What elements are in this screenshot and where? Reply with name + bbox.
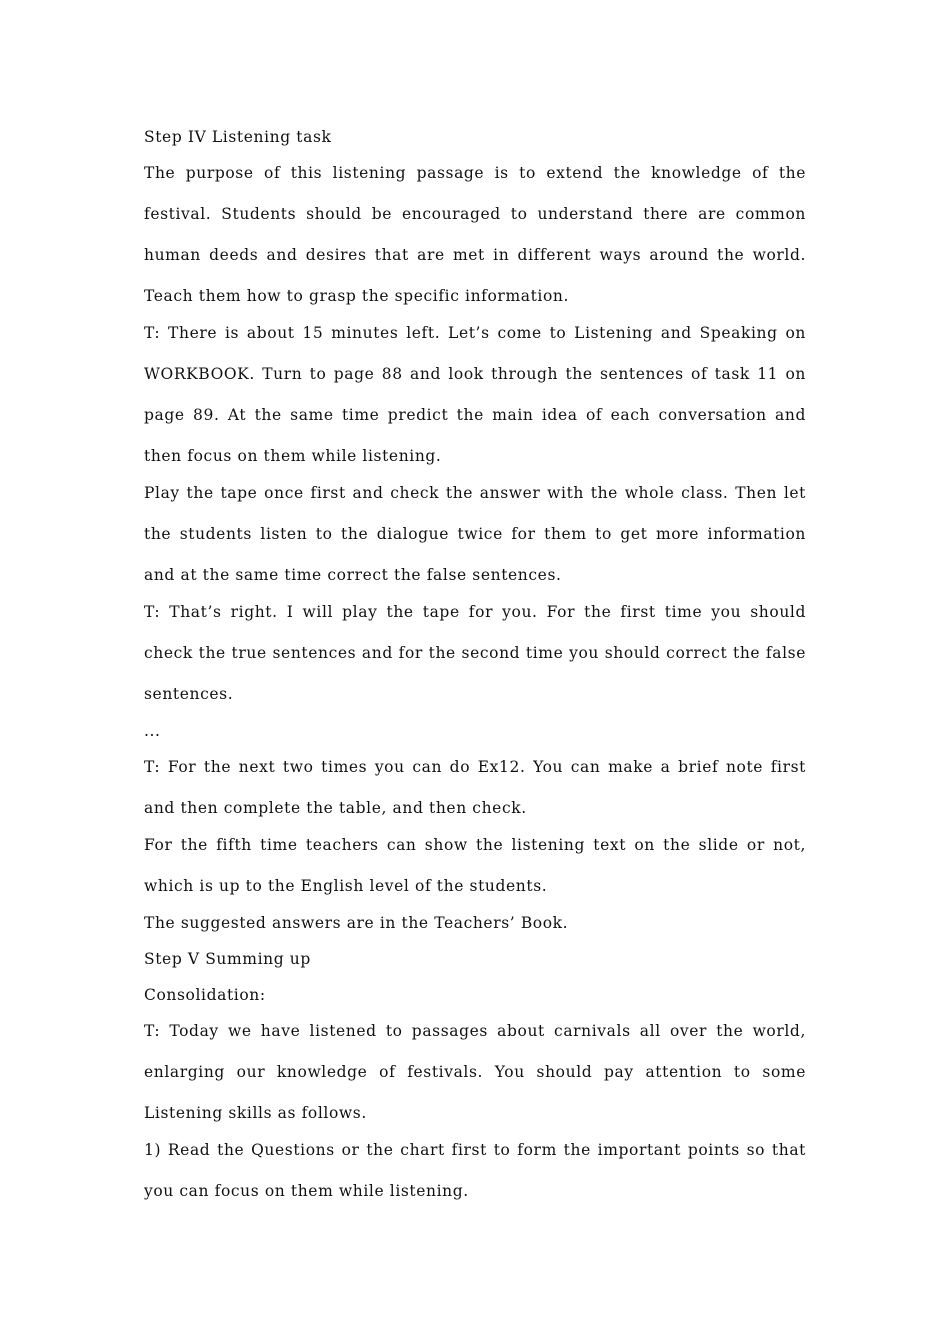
paragraph-purpose: The purpose of this listening passage is to extend the knowledge of the festival. Students should be encouraged to understand there are common human deeds and desires that are met in different ways around the world. Teach them how to grasp the specific information.: [144, 164, 806, 305]
paragraph-suggested-answers: The suggested answers are in the Teachers’ Book.: [144, 914, 569, 932]
document-body: [144, 123, 806, 1206]
paragraph-skill-1: 1) Read the Questions or the chart first to form the important points so that you can focus on them while listening.: [144, 1141, 806, 1200]
step-heading-listening-task: Step IV Listening task: [144, 128, 332, 146]
paragraph-play-tape: Play the tape once first and check the answer with the whole class. Then let the students listen to the dialogue twice for them to get more information and at the same time correct the false sentences.: [144, 484, 806, 584]
paragraph-teacher-play: T: That’s right. I will play the tape for you. For the first time you should check the true sentences and for the second time you should correct the false sentences.: [144, 603, 806, 703]
consolidation-label: Consolidation:: [144, 986, 266, 1004]
paragraph-next-two-times: T: For the next two times you can do Ex12. You can make a brief note first and then complete the table, and then check.: [144, 758, 806, 817]
paragraph-today: T: Today we have listened to passages about carnivals all over the world, enlarging our knowledge of festivals. You should pay attention to some Listening skills as follows.: [144, 1022, 806, 1122]
step-heading-summing-up: Step V Summing up: [144, 950, 311, 968]
paragraph-fifth-time: For the fifth time teachers can show the listening text on the slide or not, which is up to the English level of the students.: [144, 836, 806, 895]
ellipsis-text: ...: [144, 722, 161, 740]
paragraph-teacher-instructions: T: There is about 15 minutes left. Let’s come to Listening and Speaking on WORKBOOK. Turn to page 88 and look through the sentences of task 11 on page 89. At the same time predict the main idea of each conversation and then focus on them while listening.: [144, 324, 806, 465]
